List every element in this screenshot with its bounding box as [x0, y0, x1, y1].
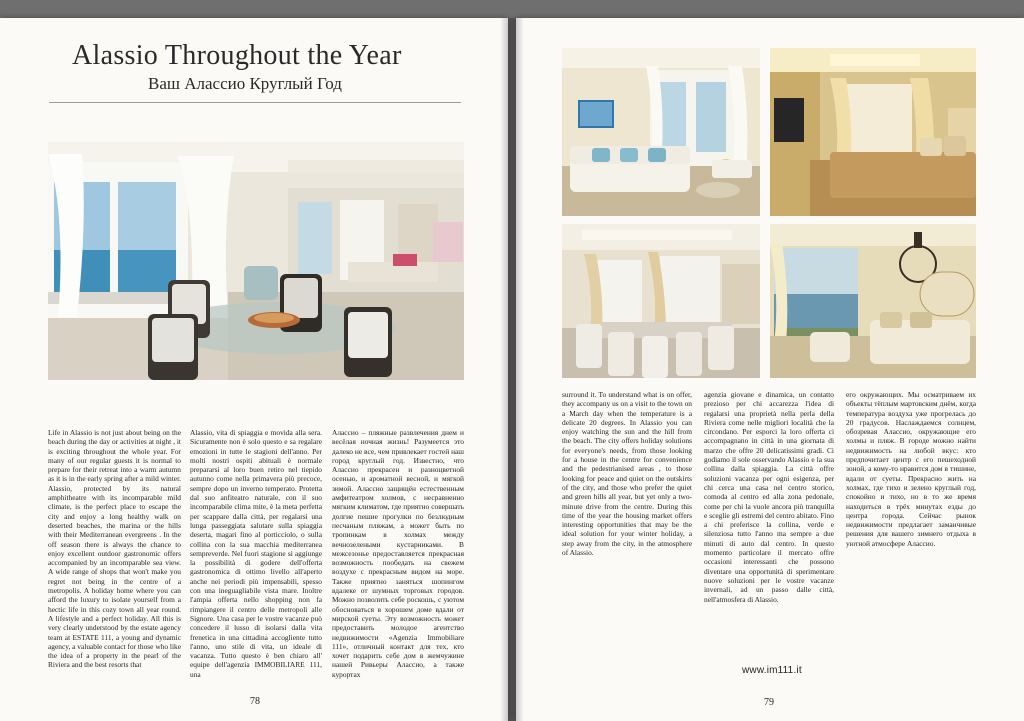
italian-paragraph: Alassio, vita di spiaggia e movida alla sera. Sicuramente non è solo questo e sa regalare emozioni in tutte le stagioni dell'anno. Per molti nostri ospiti abituali è normale prepararsi al loro buen retiro nel tiepido autunno come nella primavera più precoce, sempre dopo un inverno temperato. Protetta dal suo anfiteatro naturale, con il suo incomparabile clima mite, è la meta perfetta per scappare dalla città, per regalarsi una lunga passeggiata salutare sulla spiaggia deserta, magari fino al porticciolo, o sulla collina con la sua macchia mediterranea sempreverde. Nel fuori stagione si aggiunge la possibilità di godere dell'offerta gastronomica di ottimo livello all'aperto anche nei periodi più impensabili, spesso con una ineguagliabile vista mare. Inoltre l'ampia offerta nello shopping non fa rimpiangere il centro delle metropoli alle Signore. Una casa per le vostre vacanze può concedere il lusso di isolarsi dalla vita frenetica in una cittadina accogliente tutto l'anno, uno stile di vita, un ideale di vacanza. Tutto questo è ben chiaro all' equipe dell'agenzia IMMOBILIARE 111, una	[190, 428, 322, 679]
dining-room-photo	[48, 142, 464, 380]
bedroom-photo	[770, 48, 976, 216]
living-room-photo	[562, 48, 760, 216]
spine-shadow	[500, 18, 524, 721]
italian-paragraph-continued: agenzia giovane e dinamica, un contatto prezioso per chi accarezza l'idea di regalarsi una proprietà nella perla della Riviera come nelle migliori località che la circondano. Per esporci la loro offerta ci accompagnano in città in una giornata di marzo che offre 20 delicatissimi gradi. Ci godiamo il sole osservando Alassio e la sua collina dalla spiaggia. La città offre soluzioni vacanza per ogni esigenza, per chi cerca una casa nel centro storico, comoda al centro ed alla zona pedonale, come per chi la vuole ancora più tranquilla e sceglie gli estremi del centro abitato. Fino a chi preferisce la collina, verde e silenziosa tutto l'anno ma sempre a due minuti di auto dal centro. In questo momento particolare il mercato offre occasioni interessanti che possono diventare una opportunità di sperimentare nuove soluzioni per le vostre vacanze invernali, ad un passo dalle città, nell'atmosfera di Alassio.	[704, 390, 834, 604]
dining-area-photo	[562, 224, 760, 378]
russian-paragraph-continued: его окружающих. Мы осматриваем их объекты тёплым мартовским днём, когда температура воздуха уже прогрелась до 20 градусов. Наслаждаемся солнцем, обозревая Алассио, окружающие его холмы и пляж. В городе можно найти недвижимость на любой вкус: кто предпочитает центр с его пешеходной зоной, а кому-то нравится дом в тишине, вдали от суеты. Прекрасно жить на холмах, где тихо и зелено круглый год, спокойно и тихо, но в то же время находиться в трёх минутах езды до центра города. Сейчас рынок недвижимости предлагает заманчивые решения для вашего зимнего отдыха в уютной атмосфере Алассио.	[846, 390, 976, 548]
article-title: Alassio Throughout the Year	[72, 40, 402, 71]
english-paragraph-continued: surround it. To understand what is on offer, they accompany us on a visit to the town on a March day when the temperature is a delicate 20 degrees. In Alassio you can enjoy watching the sun and the hill from the beach. The city offers holiday solutions for everyone's needs, from those looking for a house in the centre for convenience and the pedestrianised areas , to those looking for peace and quiet on the outskirts of the city, and those who prefer the quiet and green hills all year, but yet only a two-minute drive from the centre. During this time of the year the housing market offers interesting opportunities that may be the ideal solution for your winter holiday, a step away from the city, in the atmosphere of Alassio.	[562, 390, 692, 558]
text-column-russian	[332, 428, 464, 718]
website-url: www.im111.it	[742, 665, 802, 676]
page-number-right: 79	[764, 697, 774, 708]
text-column-italian	[190, 428, 322, 718]
text-column-italian-continued	[704, 390, 834, 650]
article-subtitle: Ваш Алассио Круглый Год	[148, 74, 342, 93]
right-page	[516, 18, 1024, 721]
text-column-russian-continued	[846, 390, 976, 590]
page-number-left: 78	[250, 696, 260, 707]
left-page	[0, 18, 508, 721]
english-paragraph: Life in Alassio is not just about being on the beach during the day or activities at night , it is exciting throughout the whole year. For many of our regular guests it is normal to prepare for their retreat into a warm autumn as it is in the early spring after a mild winter. Alassio, protected by its natural amphitheatre with its incomparable mild climate, is the perfect place to escape the city and enjoy a long healthy walk on deserted beaches, the marina or the hills with their Mediterranean evergreens . In the off season there is always the chance to enjoy excellent outdoor gastronomic offers accompanied by an incomparable sea view. A wide range of shops that won't make you regret not being in the centre of a metropolis. A holiday home where you can afford the luxury to isolate yourself from a hectic life in this cozy town all year round. A lifestyle and a perfect holiday. All this is very clearly understood by the estate agency team at ESTATE 111, a young and dynamic agency, a valuable contact for those who like the idea of a property in the pearl of the Riviera and the best resorts that	[48, 428, 181, 670]
text-column-english-continued	[562, 390, 692, 610]
sea-view-living-photo	[770, 224, 976, 378]
text-column-english	[48, 428, 181, 718]
russian-paragraph: Алассио – пляжные развлечения днем и весёлая ночная жизнь! Разумеется это далеко не все, чем привлекает гостей наш город круглый год. Известно, что Алассио прекрасен и разноцветной осенью, и ароматной весной, и мягкой зимой. Алассио защищён естественным амфитеатром холмов, с несравненно мягким климатом, где приятно совершать долгие пешие прогулки по безлюдным песчаным пляжам, а может быть по тропинкам в холмах между вечнозелеными кустарниками. В межсезонье предоставляется прекрасная возможность пообедать на свежем воздухе с прекрасным видом на море. Также приятно заняться шопингом вдалеке от шумных торговых городов. Можно позволить себе роскошь, с уютом обосноваться в хорошем доме вдали от мирской суеты. Эту возможность может предоставить молодое агентство недвижимости «Agenzia Immobiliare 111», отличный контакт для тех, кто хочет подарить себе дом в жемчужине нашей Ривьеры Алассио, а также курортах	[332, 428, 464, 679]
title-divider	[49, 102, 461, 103]
